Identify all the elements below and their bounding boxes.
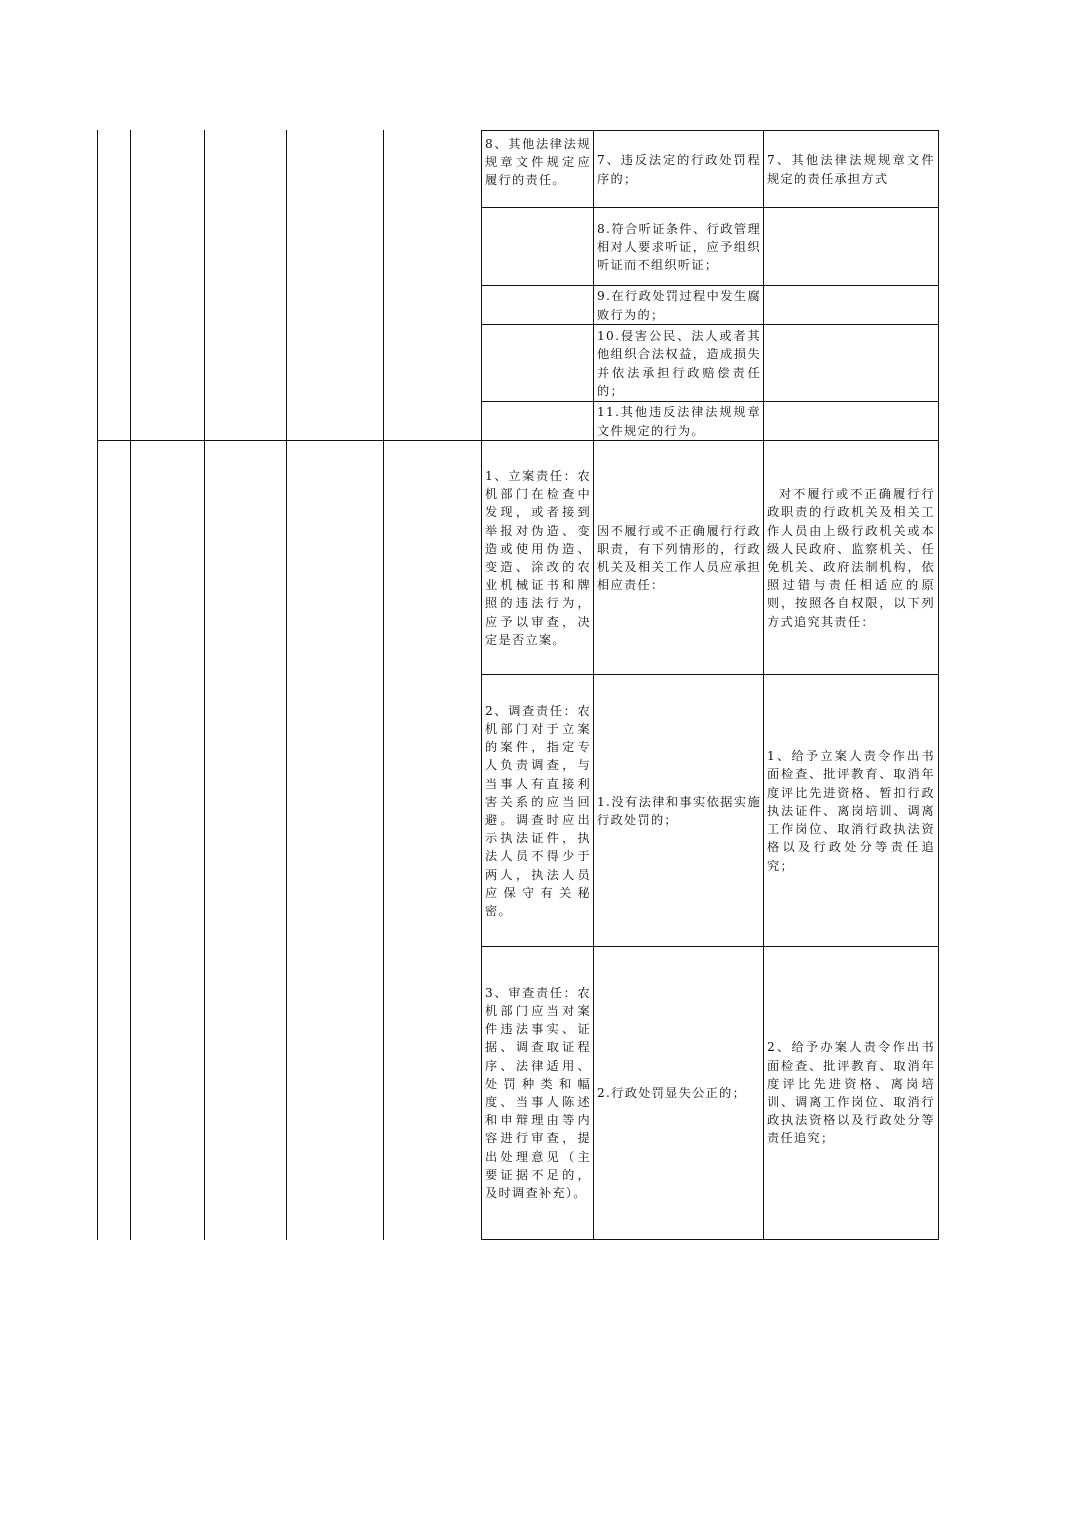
table-cell-duty	[481, 285, 595, 326]
table-cell-duty	[481, 674, 595, 948]
cell-text: 对不履行或不正确履行行政职责的行政机关及相关工作人员由上级行政机关或本级人民政府、监察机关、任免机关、政府法制机构，依照过错与责任相适应的原则，按照各自权限，以下列方式追究其责任：	[767, 487, 935, 629]
column-divider	[383, 130, 384, 1240]
table-cell-accountability	[763, 946, 939, 1240]
cell-text: 10.侵害公民、法人或者其他组织合法权益，造成损失并依法承担行政赔偿责任的；	[597, 329, 761, 398]
cell-text: 8、其他法律法规规章文件规定应履行的责任。	[485, 137, 591, 188]
table-cell-situation	[593, 946, 765, 1240]
table-cell-situation	[593, 285, 765, 326]
cell-text: 1.没有法律和事实依据实施行政处罚的；	[597, 794, 761, 827]
table-cell-duty	[481, 401, 595, 442]
cell-text: 7、违反法定的行政处罚程序的；	[597, 153, 761, 186]
cell-text: 3、审查责任：农机部门应当对案件违法事实、证据、调查取证程序、法律适用、处罚种类和幅度、当事人陈述和申辩理由等内容进行审查，提出处理意见（主要证据不足的，及时调查补充）。	[485, 985, 591, 1201]
table-cell-situation	[593, 674, 765, 948]
table-cell-situation	[593, 440, 765, 676]
cell-text: 1、立案责任：农机部门在检查中发现，或者接到举报对伪造、变造或使用伪造、变造、涂改的农业机械证书和牌照的违法行为，应予以审查，决定是否立案。	[485, 468, 591, 647]
column-divider	[130, 130, 131, 1240]
table-cell-accountability	[763, 130, 939, 209]
table-cell-duty	[481, 207, 595, 287]
row-divider	[97, 440, 481, 441]
cell-text: 11.其他违反法律法规规章文件规定的行为。	[597, 405, 761, 438]
cell-text: 2、给予办案人责令作出书面检查、批评教育、取消年度评比先进资格、离岗培训、调离工作岗位、取消行政执法资格以及行政处分等责任追究；	[767, 1040, 935, 1146]
table-cell-situation	[593, 401, 765, 442]
cell-text: 7、其他法律法规规章文件规定的责任承担方式	[767, 153, 935, 186]
cell-text: 2.行政处罚显失公正的；	[597, 1085, 747, 1100]
cell-text: 2、调查责任：农机部门对于立案的案件，指定专人负责调查，与当事人有直接利害关系的应当回避。调查时应出示执法证件，执法人员不得少于两人，执法人员应保守有关秘密。	[485, 703, 591, 919]
table-cell-duty	[481, 130, 595, 209]
table-cell-situation	[593, 207, 765, 287]
table-cell-accountability	[763, 401, 939, 442]
table-cell-duty	[481, 440, 595, 676]
table-cell-accountability	[763, 440, 939, 676]
table-cell-accountability	[763, 324, 939, 403]
cell-text: 1、给予立案人责令作出书面检查、批评教育、取消年度评比先进资格、暂扣行政执法证件、离岗培训、调离工作岗位、取消行政执法资格以及行政处分等责任追究；	[767, 749, 935, 873]
table-cell-situation	[593, 324, 765, 403]
cell-text: 因不履行或不正确履行行政职责，有下列情形的，行政机关及相关工作人员应承担相应责任：	[597, 523, 761, 593]
column-divider	[204, 130, 205, 1240]
table-cell-duty	[481, 324, 595, 403]
column-divider	[286, 130, 287, 1240]
table-cell-accountability	[763, 207, 939, 287]
cell-text: 8.符合听证条件、行政管理相对人要求听证，应予组织听证而不组织听证；	[597, 221, 761, 273]
table-cell-accountability	[763, 674, 939, 948]
table-cell-situation	[593, 130, 765, 209]
table-cell-accountability	[763, 285, 939, 326]
table-cell-duty	[481, 946, 595, 1240]
column-divider	[97, 130, 98, 1240]
cell-text: 9.在行政处罚过程中发生腐败行为的；	[597, 289, 761, 322]
